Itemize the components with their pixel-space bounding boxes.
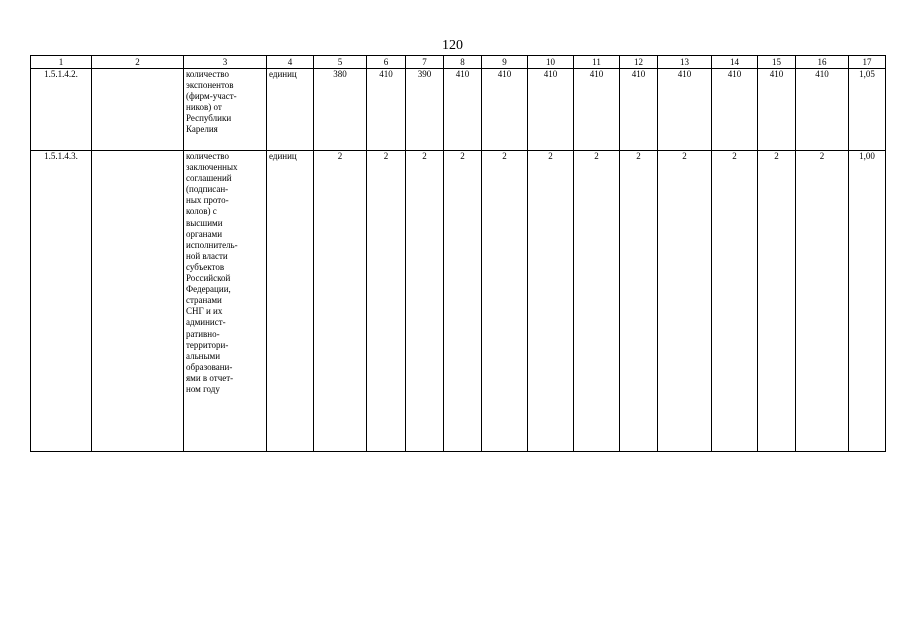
description-line: ями в отчет- xyxy=(186,372,234,383)
row-value: 2 xyxy=(758,151,796,452)
row-value: 2 xyxy=(574,151,620,452)
description-line: заключенных xyxy=(186,162,238,173)
row-value: 410 xyxy=(658,69,712,151)
column-header: 1 xyxy=(31,56,92,69)
description-line: экспонентов xyxy=(186,80,234,91)
row-value: 2 xyxy=(528,151,574,452)
description-line: странами xyxy=(186,295,222,306)
row-value: 410 xyxy=(712,69,758,151)
description-line: (фирм-участ- xyxy=(186,91,237,102)
column-header: 2 xyxy=(92,56,184,69)
row-value: 410 xyxy=(444,69,482,151)
indicator-table xyxy=(30,55,886,452)
row-col2 xyxy=(92,151,184,452)
row-value: 2 xyxy=(367,151,406,452)
row-unit: единиц xyxy=(267,69,314,151)
description-line: ной власти xyxy=(186,250,228,261)
column-header: 12 xyxy=(620,56,658,69)
column-header: 17 xyxy=(849,56,886,69)
row-value: 2 xyxy=(314,151,367,452)
row-value: 2 xyxy=(796,151,849,452)
description-line: ном году xyxy=(186,383,220,394)
row-value: 390 xyxy=(406,69,444,151)
column-header: 7 xyxy=(406,56,444,69)
row-value: 410 xyxy=(367,69,406,151)
description-line: высшими xyxy=(186,217,223,228)
column-header: 13 xyxy=(658,56,712,69)
column-header: 4 xyxy=(267,56,314,69)
description-line: соглашений xyxy=(186,173,232,184)
row-value: 2 xyxy=(658,151,712,452)
row-value: 2 xyxy=(620,151,658,452)
column-header: 11 xyxy=(574,56,620,69)
table-header-row xyxy=(31,56,886,69)
row-code: 1.5.1.4.2. xyxy=(31,69,92,151)
page-number: 120 xyxy=(442,38,463,53)
row-value: 2 xyxy=(406,151,444,452)
column-header: 5 xyxy=(314,56,367,69)
description-line: ных прото- xyxy=(186,195,229,206)
column-header: 15 xyxy=(758,56,796,69)
description-line: альными xyxy=(186,350,221,361)
column-header: 9 xyxy=(482,56,528,69)
column-header: 16 xyxy=(796,56,849,69)
column-header: 10 xyxy=(528,56,574,69)
description-line: ников) от xyxy=(186,102,222,113)
row-unit: единиц xyxy=(267,151,314,452)
table-row xyxy=(31,151,886,452)
description-line: образовани- xyxy=(186,361,233,372)
description-line: СНГ и их xyxy=(186,306,223,317)
description-line: Федерации, xyxy=(186,284,231,295)
row-index: 1,00 xyxy=(849,151,886,452)
description-line: колов) с xyxy=(186,206,217,217)
description-line: количество xyxy=(186,69,229,79)
row-value: 410 xyxy=(620,69,658,151)
row-description xyxy=(184,151,267,452)
row-value: 2 xyxy=(712,151,758,452)
row-col2 xyxy=(92,69,184,151)
row-value: 2 xyxy=(444,151,482,452)
description-line: органами xyxy=(186,228,223,239)
description-line: территори- xyxy=(186,339,229,350)
row-value: 410 xyxy=(528,69,574,151)
description-line: админист- xyxy=(186,317,226,328)
table-row xyxy=(31,69,886,151)
row-value: 380 xyxy=(314,69,367,151)
description-line: Российской xyxy=(186,273,231,284)
row-value: 410 xyxy=(758,69,796,151)
description-line: (подписан- xyxy=(186,184,229,195)
row-code: 1.5.1.4.3. xyxy=(31,151,92,452)
row-value: 410 xyxy=(574,69,620,151)
column-header: 3 xyxy=(184,56,267,69)
row-value: 2 xyxy=(482,151,528,452)
description-line: субъектов xyxy=(186,261,225,272)
description-line: количество xyxy=(186,151,229,161)
description-line: исполнитель- xyxy=(186,239,238,250)
column-header: 6 xyxy=(367,56,406,69)
row-value: 410 xyxy=(796,69,849,151)
row-index: 1,05 xyxy=(849,69,886,151)
row-description xyxy=(184,69,267,151)
column-header: 8 xyxy=(444,56,482,69)
description-line: Карелия xyxy=(186,124,218,135)
column-header: 14 xyxy=(712,56,758,69)
description-line: ративно- xyxy=(186,328,220,339)
row-value: 410 xyxy=(482,69,528,151)
description-line: Республики xyxy=(186,113,232,124)
